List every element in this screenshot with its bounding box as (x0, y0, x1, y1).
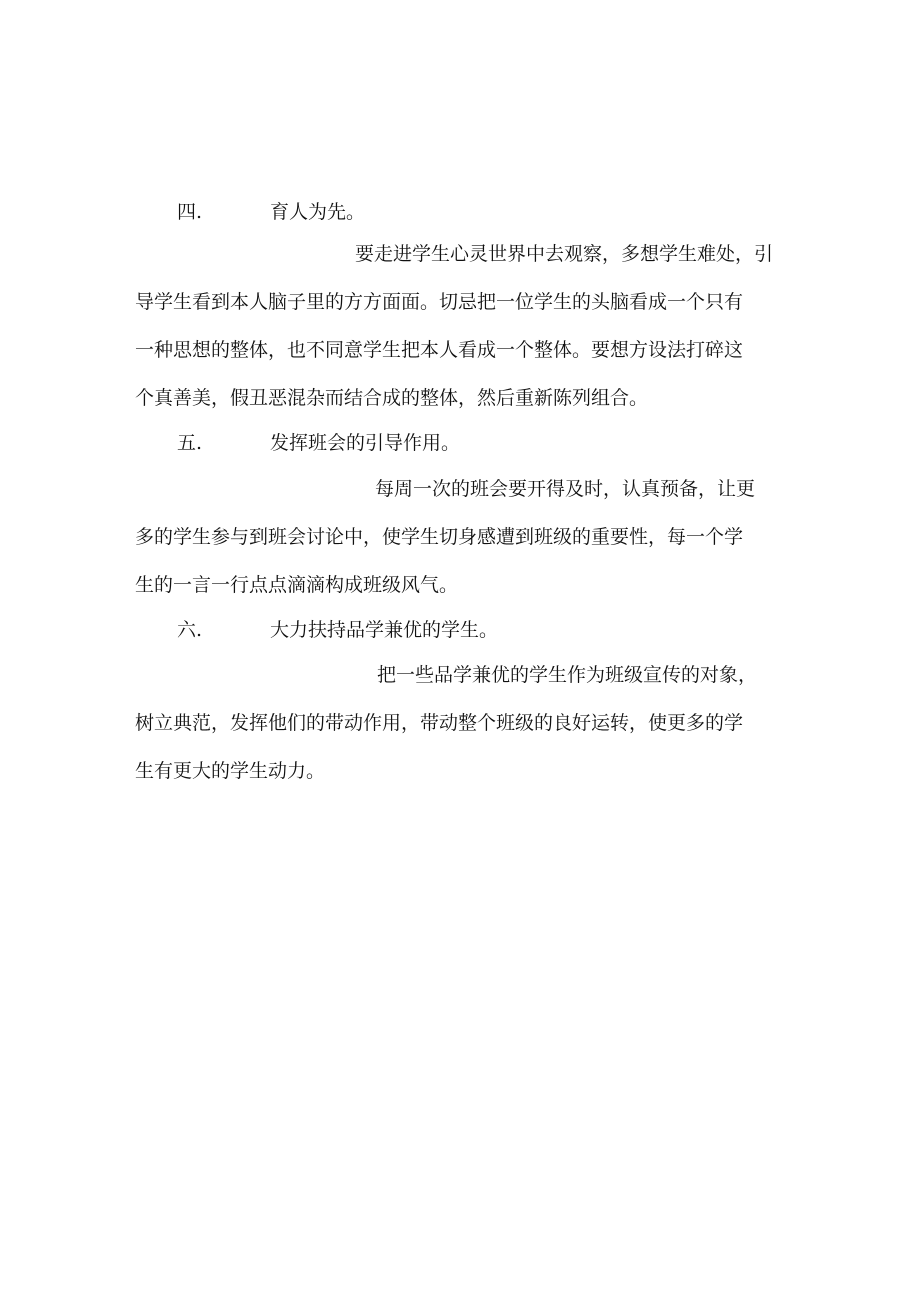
section-number: 五. (177, 432, 203, 454)
paragraph-line: 多的学生参与到班会讨论中，使学生切身感遭到班级的重要性，每一个学 (135, 526, 744, 548)
section-heading (177, 431, 460, 455)
section-title: 发挥班会的引导作用。 (270, 432, 461, 454)
paragraph-line: 把一些品学兼优的学生作为班级宣传的对象， (377, 664, 758, 686)
paragraph-line: 生的一言一行点点滴滴构成班级风气。 (135, 574, 459, 596)
paragraph-line: 要走进学生心灵世界中去观察，多想学生难处，引 (355, 243, 774, 265)
section-heading (177, 618, 498, 642)
section-title: 大力扶持品学兼优的学生。 (270, 619, 499, 641)
paragraph-line: 导学生看到本人脑子里的方方面面。切忌把一位学生的头脑看成一个只有 (135, 291, 744, 313)
section-paragraph (135, 651, 785, 795)
section-heading (177, 200, 365, 224)
paragraph-line: 生有更大的学生动力。 (135, 760, 326, 782)
paragraph-line: 个真善美，假丑恶混杂而结合成的整体，然后重新陈列组合。 (135, 387, 649, 409)
section-paragraph (135, 230, 785, 422)
paragraph-line: 树立典范，发挥他们的带动作用，带动整个班级的良好运转，使更多的学 (135, 712, 744, 734)
section-number: 四. (177, 201, 203, 223)
paragraph-line: 一种思想的整体，也不同意学生把本人看成一个整体。要想方设法打碎这 (135, 339, 744, 361)
section-title: 育人为先。 (270, 201, 366, 223)
section-number: 六. (177, 619, 203, 641)
paragraph-line: 每周一次的班会要开得及时，认真预备，让更 (375, 478, 756, 500)
section-paragraph (135, 465, 785, 609)
